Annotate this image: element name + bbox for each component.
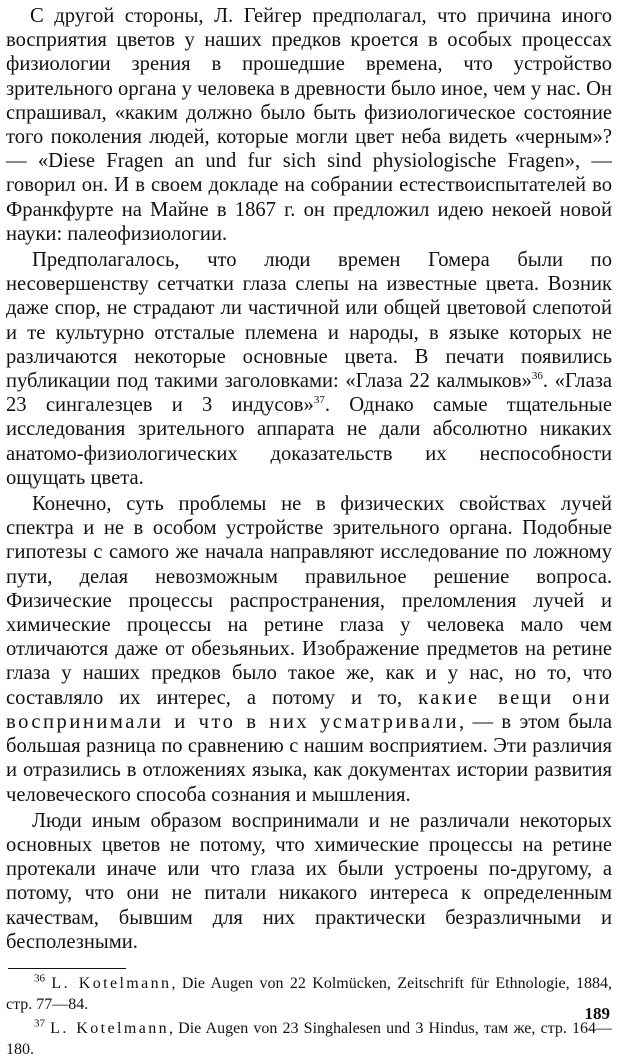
footnote-37 <box>6 1018 612 1060</box>
paragraph-text: , — в этом была большая разница по сравнению с нашим восприятием. Эти различия и отразились в отложениях языка, как документах истории развития человеческого способа сознания и мышления. <box>6 710 613 806</box>
emphasized-text: какие вещи они воспринимали и что в них усматривали <box>6 686 612 733</box>
paragraph-text: Конечно, суть проблемы не в физических свойствах лучей спектра и не в особом устройстве зрительного органа. Подобные гипотезы с самого же начала направляют исследование по ложному пути, делая невозможным правильное решение вопроса. Физические процессы распространения, преломления лучей и химические процессы на ретине глаза у человека мало чем отличаются даже от обезьяньих. Изображение предметов на ретине глаза у наших предков было такое же, как и у нас, но то, что составляло их интерес, а потому и то, <box>6 493 612 709</box>
paragraph-text: Люди иным образом воспринимали и не различали некоторых основных цветов не потому, что химические процессы на ретине протекали иначе или что глаза их были устроены по-другому, а потому, что они не питали никакого интереса к определенным качествам, бывшим для них практически безразличными и бесполезными. <box>6 809 612 953</box>
footnote-author: L. Kotelmann <box>50 1019 169 1037</box>
paragraph-conclusion <box>6 809 612 954</box>
paragraph-text: . Однако самые тщательные исследования зрительного аппарата не дали абсолютно никаких анатомо-физиологических доказательств их неспособности ощущать цвета. <box>6 394 613 489</box>
footnote-ref-36[interactable]: 36 <box>531 370 543 383</box>
paragraph-physics <box>6 492 612 807</box>
paragraph-geiger <box>6 4 612 246</box>
footnote-number: 37 <box>34 1017 45 1030</box>
footnote-text: , Die Augen von 23 Singhalesen und 3 Hindus, там же, стр. 164—180. <box>6 1019 612 1058</box>
footnote-ref-37[interactable]: 37 <box>313 394 325 407</box>
paragraph-text: . «Глаза 23 сингалезцев и 3 индусов» <box>6 370 612 417</box>
footnote-text: , Die Augen von 22 Kolmücken, Zeitschrift für Ethnologie, 1884, стр. 77—84. <box>6 974 612 1013</box>
paragraph-retina <box>6 248 612 490</box>
footnote-number: 36 <box>34 972 45 985</box>
footnote-divider <box>8 968 126 969</box>
footnote-36 <box>6 973 612 1015</box>
paragraph-text: С другой стороны, Л. Гейгер предполагал, что причина иного восприятия цветов у наших предков кроется в особых процессах физиологии зрения в прошедшие времена, что устройство зрительного органа у человека в древности было иное, чем у нас. Он спрашивал, «каким должно было быть физиологическое состояние того поколения людей, которые могли цвет неба видеть «черным»? — «Diese Fragen an und fur sich sind physiologische Fragen», — говорил он. И в своем докладе на собрании естествоиспытателей во Франкфурте на Майне в 1867 г. он предложил идею некоей новой науки: палеофизиологии. <box>6 5 612 245</box>
footnote-author: L. Kotelmann <box>51 974 172 992</box>
paragraph-text: Предполагалось, что люди времен Гомера были по несовершенству сетчатки глаза слепы на известные цвета. Возник даже спор, не страдают ли частичной или общей цветовой слепотой и те культурно отсталые племена и народы, в языке которых не различаются некоторые основные цвета. В печати появились публикации под такими заголовками: «Глаза 22 калмыков» <box>6 249 612 393</box>
page-number: 189 <box>584 1004 610 1023</box>
